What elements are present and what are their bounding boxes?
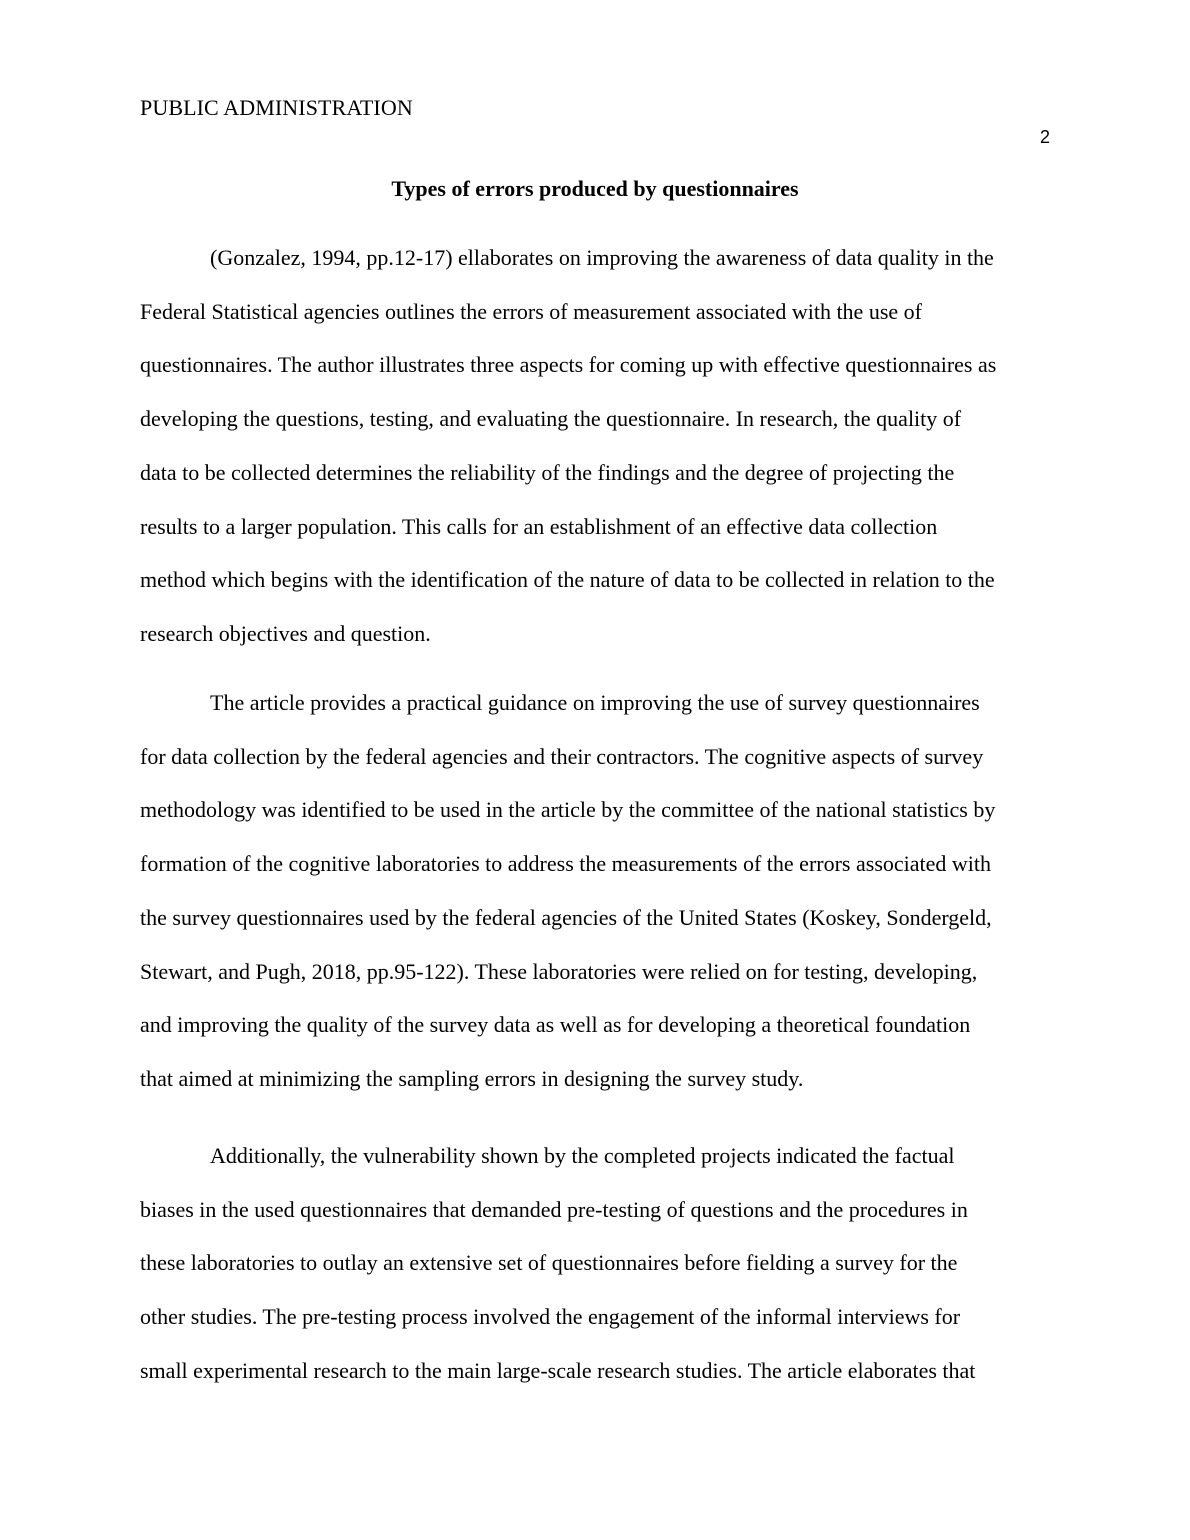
page-number: 2 [1039, 127, 1050, 147]
paragraph-line: Federal Statistical agencies outlines the errors of measurement associated with the use of [140, 298, 922, 324]
paragraph-line: these laboratories to outlay an extensive set of questionnaires before fielding a survey for the [140, 1250, 958, 1276]
paragraph-line: Stewart, and Pugh, 2018, pp.95-122). These laboratories were relied on for testing, developing, [140, 958, 978, 984]
paragraph-line: method which begins with the identification of the nature of data to be collected in relation to the [140, 567, 995, 593]
paragraph-line: results to a larger population. This calls for an establishment of an effective data collection [140, 513, 938, 539]
paragraph-line: the survey questionnaires used by the federal agencies of the United States (Koskey, Sondergeld, [140, 904, 992, 930]
paragraph-1 [140, 231, 1050, 661]
paragraph-line: methodology was identified to be used in the article by the committee of the national statistics by [140, 797, 996, 823]
paragraph-line: other studies. The pre-testing process involved the engagement of the informal interviews for [140, 1304, 961, 1330]
section-title: Types of errors produced by questionnaires [391, 176, 799, 201]
paragraph-line: research objectives and question. [140, 620, 431, 646]
paragraph-line: for data collection by the federal agencies and their contractors. The cognitive aspects of survey [140, 743, 984, 769]
paragraph-line: and improving the quality of the survey data as well as for developing a theoretical foundation [140, 1012, 971, 1038]
paragraph-line: small experimental research to the main large-scale research studies. The article elaborates that [140, 1357, 976, 1383]
paragraph-2 [140, 676, 1050, 1106]
paragraph-line: that aimed at minimizing the sampling errors in designing the survey study. [140, 1065, 804, 1091]
paragraph-line: data to be collected determines the reliability of the findings and the degree of projecting the [140, 459, 955, 485]
paragraph-line: formation of the cognitive laboratories to address the measurements of the errors associated with [140, 851, 992, 877]
paragraph-line: (Gonzalez, 1994, pp.12-17) ellaborates on improving the awareness of data quality in the [210, 245, 994, 270]
paragraph-line: questionnaires. The author illustrates three aspects for coming up with effective questionnaires as [140, 352, 997, 378]
paragraph-3 [140, 1129, 1050, 1398]
paragraph-line: Additionally, the vulnerability shown by the completed projects indicated the factual [210, 1143, 955, 1168]
running-head: PUBLIC ADMINISTRATION [140, 95, 413, 120]
paragraph-line: The article provides a practical guidance on improving the use of survey questionnaires [210, 690, 980, 715]
paragraph-line: biases in the used questionnaires that demanded pre-testing of questions and the procedures in [140, 1196, 968, 1222]
paragraph-line: developing the questions, testing, and evaluating the questionnaire. In research, the quality of [140, 406, 962, 432]
